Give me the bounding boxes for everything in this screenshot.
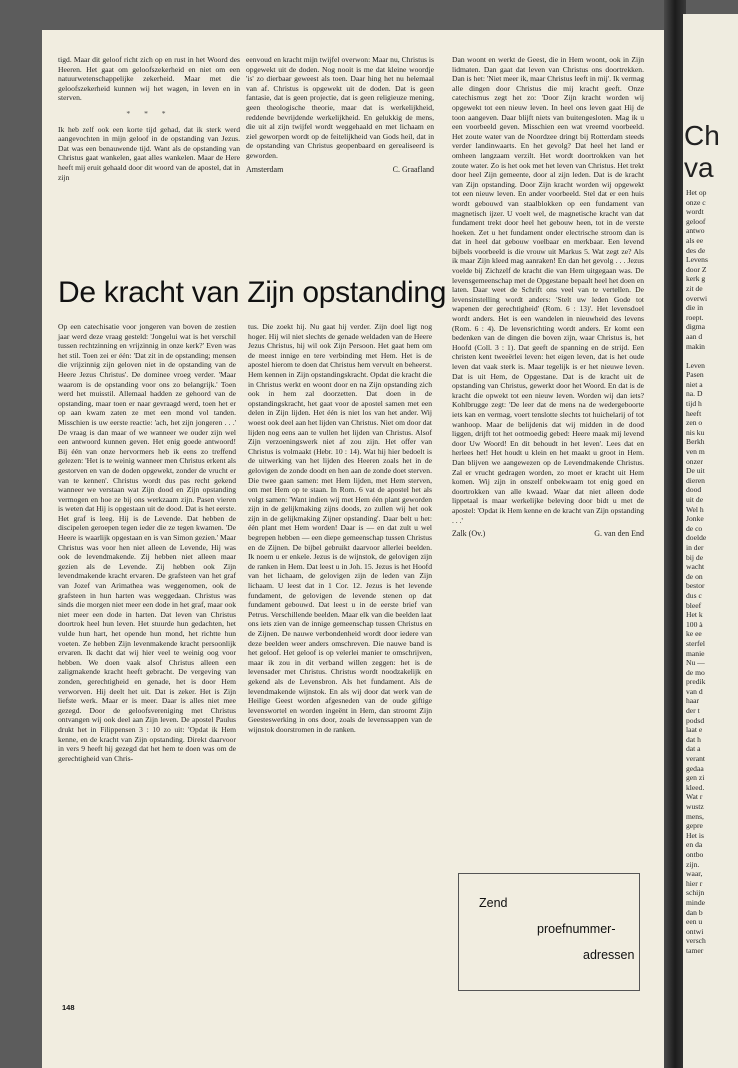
text-fragment: in der xyxy=(686,542,704,552)
text-fragment: onze c xyxy=(686,197,706,207)
text-fragment: wordt xyxy=(686,207,704,217)
text-fragment: der t xyxy=(686,706,700,716)
notice-line: adressen xyxy=(583,948,635,962)
text-fragment: Pasen xyxy=(686,370,704,380)
text-fragment: Jonke xyxy=(686,514,704,524)
text-fragment: Het is xyxy=(686,830,704,840)
article2-column-3 xyxy=(452,55,644,539)
text-fragment: dieren xyxy=(686,475,705,485)
text-fragment: zijn. xyxy=(686,859,700,869)
right-page xyxy=(683,14,738,1068)
text-fragment: bij de xyxy=(686,552,704,562)
signature-author: C. Graafland xyxy=(392,164,434,174)
text-fragment xyxy=(686,351,738,361)
paragraph: Dan woont en werkt de Geest, die in Hem woont, ook in Zijn lidmaten. Dan gaat dat leven van Christus ons doortrekken. Dan is het: 'Niet meer ik, maar Christus leeft in mij'. Ik vermag alle dingen door Christus die mij kracht geeft. Onze catechismus zegt het zo: 'Door Zijn kracht worden wij opgewekt tot een nieuw leven. In heel ons leven gaat Hij de toon aangeven. Daar blijft niets van buitengesloten. Mag ik u een voorbeeld geven. Misschien een wat vreemd voorbeeld. Het zoute water van de Noordzee dringt bij Rotterdam steeds verder landinwaarts. En het gevolg? Dat heel het land er omheen langzaam verzilt. Het wordt doortrokken van het zoute water. Zo is het ook met het leven van Christus. Het trekt door heel Zijn gemeente, door al zijn leden. Dat is de kracht van Zijn opstanding. Door Zijn kracht worden wij opgewekt tot een nieuw leven. En ander voorbeeld. Stel dat er een huis wordt gebouwd van staalblokken op een fundament van magnetisch ijzer. U voelt wel, de magnetische kracht van dat fundament trekt door heel het gebouw heen, tot in de verste hoeken. Zet u het fundament onder electrische stroom dan is dat in heel dat gebouw voelbaar en merkbaar. Een levend bijbels voorbeeld is die vrouw uit Markus 5. Wat zegt ze? Als ik maar Zijn kleed mag aanraken! En dan het gevolg . . . Jezus voelde bij Zichzelf de kracht die van Hem uitgegaan was. De levensgemeenschap met de Opgestane bepaalt heel het doen en laten. Daar weet de Schrift ons veel van te vertellen. De levensinstelling wordt anders: 'Stelt uw leden Gode tot wapenen der gerechtigheid' (Rom. 6 : 13)'. Het levensdoel wordt anders. Het is een wandelen in nieuwheid des levens (Rom. 6 : 4). De levensrichting wordt anders. Er komt een bedenken van de dingen die boven zijn, waar Christus is, het Hoofd (Coll. 3 : 1). Dat geeft de spanning en de strijd. Een christen kent tweeërlei leven: het eigen leven, dat is het oude leven dat vaak sterk is. Maar tegelijk is er het nieuwe leven. Dat is uit Hem, de Opgestane. Dat is de kracht uit de opstanding van Christus, gewerkt door het Woord. En dat is de kracht die opwekt tot een nieuw leven. Worden wij dan iets? Kohlbrugge zegt: 'De leer dat de mens na de wedergeboorte iets kan en vermag, voert tenslotte slechts tot huichelarij of tot wanhoop. Maar de belijdenis dat wij midden in de dood liggen, drijft tot het ootmoedig gebed: Heere maak mij levend door Uw Woord! En dit behoudt in het leven'. Lees dat en herlees het! Het houdt u klein en het maakt u groot in Hem. Dan blijven we aangewezen op de Levendmakende Christus. Zal er vrucht gedragen worden, zo moet er kracht uit Hem komen. Wij zijn in onszelf onbekwaam tot enig goed en doortrokken van alle kwaad. Waar dat niet alleen dode lippetaal is maar werkelijke beleving door bidt u met de apostel: 'Opdat ik Hem kenne en de kracht van Zijn opstanding . . .' xyxy=(452,55,644,525)
text-fragment: door Z xyxy=(686,264,707,274)
text-fragment: Het op xyxy=(686,188,707,197)
text-fragment: als ee xyxy=(686,235,704,245)
text-fragment: manie xyxy=(686,648,705,658)
text-fragment: laat e xyxy=(686,725,703,735)
paragraph: tus. Die zoekt hij. Nu gaat hij verder. Zijn doel ligt nog hoger. Hij wil niet slechts de genade weldaden van de Heere Jezus Christus, hij wil ook Zijn Persoon. Het gaat hem om de meest innige en tere verbinding met Hem. Het is de apostel hierom te doen dat Christus hem vervult en beheerst. Hem kennen in Zijn opstandingskracht. Opdat die kracht die in Christus werkt en woont door en na Zijn opstanding zich ook in hem zal doorzetten. Dat doen in de opstandingskracht, het gaat voor de apostel samen met een delen in Zijn lijden. Het één is niet los van het ander. Wij woest ook deel aan het lijden van Christus. Niet om door dat lijden nog eens aan te vullen het lijden van Christus. Alsof Zijn verzoeningswerk niet af zou zijn. Het offer van Christus is volmaakt (Hebr. 10 : 14). Wat hij hier bedoelt is de uitwerking van het lijden des Heeren zoals het in de gelovigen de zonde doodt en hen aan de zonde doet sterven. Die twee gaan samen: met Hem lijden, met Hem sterven, om met Hem op te staan. In Rom. 6 vat de apostel het als volgt samen: 'Want indien wij met Hem één plant geworden zijn in de gelijkmaking zijns doods, zo zullen wij het ook zijn in de gelijkmaking Zijner opstanding'. Daar belt u het: één plant met Hem worden! Daar is — en dat zult u wel begrepen hebben — een diepe gemeenschap tussen Christus en de Zijnen. De bijbel gebruikt daarvoor allerlei beelden. Ik noem u er enkele. Jezus is de wijnstok, de gelovigen zijn de ranken in Hem. Dat leest u in Joh. 15. Jezus is het Hoofd van het lichaam, de gelovigen zijn de leden van Zijn lichaam. U leest dat in 1 Cor. 12. Jezus is het levende fundament, de gelovigen de levende stenen op dat fundament gebouwd. Dat leest u in de eerste brief van Petrus. Verschillende beelden. Maar elk van die beelden laat ons iets zien van de innige gemeenschap tussen Christus en de Zijnen. De nauwe verbondenheid wordt door iedere van deze beelden weer anders omschreven. Die nauwe band is het geloof. Het geloof is op velerlei manier te omschrijven, maar ik zou in dit verband willen zeggen: het is de levensader met Christus. Christus wordt noodzakelijk en gekend als de Levensbron. Als het fundament. Als de levendmakende wijnstok. En als wij door dat werk van de Heilige Geest worden afgesneden van de oude giftige levenswortel en worden ingeënt in Hem, dan stroomt Zijn Geesteswerking in ons door, zoals de levenssappen van de wijnstok doorstromen in de ranken. xyxy=(248,322,432,734)
article1-column-1 xyxy=(58,55,240,182)
text-fragment: gepre xyxy=(686,821,703,831)
notice-line: proefnummer- xyxy=(537,922,616,936)
text-fragment: mens, xyxy=(686,811,704,821)
text-fragment: bleef xyxy=(686,600,702,610)
text-fragment: de on xyxy=(686,571,703,581)
text-fragment: dood xyxy=(686,485,702,495)
text-fragment: Wel h xyxy=(686,504,704,514)
text-fragment: Leven xyxy=(686,360,705,370)
text-fragment: bestor xyxy=(686,581,705,591)
text-fragment: minde xyxy=(686,897,705,907)
text-fragment: antwo xyxy=(686,226,705,236)
text-fragment: dan b xyxy=(686,907,703,917)
text-fragment: en da xyxy=(686,840,703,850)
text-fragment: digma xyxy=(686,322,705,332)
text-fragment: zen o xyxy=(686,418,703,428)
text-fragment: een u xyxy=(686,917,703,927)
right-page-heading: Ch xyxy=(684,120,720,151)
text-fragment: wustz xyxy=(686,802,704,811)
text-fragment: schijn xyxy=(686,888,705,898)
page-number: 148 xyxy=(62,1003,75,1012)
section-divider: * * * xyxy=(126,108,172,118)
right-page-heading: va xyxy=(684,152,714,183)
text-fragment: dus c xyxy=(686,590,702,600)
text-fragment: predik xyxy=(686,677,706,687)
article2-column-1 xyxy=(58,322,236,763)
text-fragment: wacht xyxy=(686,562,705,572)
text-fragment: haar xyxy=(686,696,700,706)
text-fragment: kleed. xyxy=(686,782,705,792)
notice-line: Zend xyxy=(479,896,508,910)
text-fragment: roept. xyxy=(686,312,704,322)
text-fragment: zit de xyxy=(686,283,703,293)
text-fragment: geloof xyxy=(686,216,706,226)
paragraph: tigd. Maar dit geloof richt zich op en rust in het Woord des Heeren. Het gaat om geloofszekerheid en niet om een natuurwetenschappelijke zekerheid. Maar met die geloofszekerheid kunnen wij het wagen, in leven en in sterven. xyxy=(58,55,240,103)
text-fragment: na. D xyxy=(686,389,703,399)
text-fragment: versch xyxy=(686,936,706,946)
text-fragment: podsd xyxy=(686,715,705,725)
text-fragment: aan d xyxy=(686,331,703,341)
text-fragment: die in xyxy=(686,303,704,313)
text-fragment: Levens xyxy=(686,255,708,265)
paragraph: eenvoud en kracht mijn twijfel overwon: Maar nu, Christus is opgewekt uit de doden. Nog nooit is me dat kleine woordje 'is' zo dierbaar geweest als toen. Daar hing het nu helemaal van af. Christus is opgewekt uit de doden. Dat is geen fantasie, dat is geen projectie, dat is geen religieuze mening, geen theologische theorie, maar dat is werkelijkheid, reddende bevrijdende werkelijkheid. En gelukkig de mens, die uit al zijn twijfel wordt weggehaald en met lichaam en ziel geworpen wordt op de feitelijkheid van Gods heil, dat in de opstanding van Christus geopenbaard en gerealiseerd is geworden. xyxy=(246,55,434,160)
text-fragment: dat a xyxy=(686,744,701,754)
text-fragment: waar, xyxy=(686,869,703,879)
text-fragment: makin xyxy=(686,341,705,351)
text-fragment: hier r xyxy=(686,878,703,888)
text-fragment: nis ku xyxy=(686,427,705,437)
text-fragment: ontwi xyxy=(686,926,704,936)
text-fragment: dat h xyxy=(686,734,701,744)
paragraph: Ik heb zelf ook een korte tijd gehad, dat ik sterk werd aangevochten in mijn geloof in de opstanding van Jezus. Dat was een benauwende tijd. Want als de opstanding van Christus gaat wankelen, gaat alles wankelen. Maar de Here heeft mij eruit gehaald door dit woord van de apostel, dat in zijn xyxy=(58,124,240,182)
text-fragment: sterfel xyxy=(686,638,705,648)
notice-box xyxy=(458,873,640,991)
text-fragment: de mo xyxy=(686,667,705,677)
signature-place: Amsterdam xyxy=(246,164,284,174)
text-fragment: Berkh xyxy=(686,437,705,447)
text-fragment: Wat r xyxy=(686,792,703,802)
text-fragment: van d xyxy=(686,686,703,696)
text-fragment: Nu — xyxy=(686,658,705,668)
text-fragment: ke ee xyxy=(686,629,702,639)
article1-signature xyxy=(246,165,434,175)
text-fragment: ven m xyxy=(686,447,705,457)
text-fragment: overwi xyxy=(686,293,708,303)
text-fragment: tijd h xyxy=(686,399,702,409)
text-fragment: doelde xyxy=(686,533,707,543)
text-fragment: heeft xyxy=(686,408,702,418)
text-fragment: Het k xyxy=(686,610,703,620)
paragraph: Op een catechisatie voor jongeren van boven de zestien jaar werd deze vraag gesteld: 'Jongelui wat is het verschil tussen rechtzinning en vrijzinnig in onze kerk?' Even was het stil. Toen zei er één: 'Dat zit in de opstanding; mensen die vrijzinnig zijn geloven niet in de opstanding van de Heere Jezus Christus'. De dominee vroeg verder. 'Maar waarom is de opstanding voor ons zo belangrijk.' Toen werd het muisstil. Allemaal hadden ze gehoord van de opstanding, maar toen er naar gevraagd werd, toen het er op aan kwam zaten ze met een mond vol tanden. Misschien is uw eerste reactie: 'ach, het zijn jongeren . . .' De vraag is dan maar of we wanneer we ouder zijn wel een antwoord kunnen geven. Het enig goede antwoord! Bij één van onze hervormers heb ik eens zo treffend gelezen: 'Het is te weinig wanneer men Christus erkent als gestorven en van de doden opgewekt, zonder de vrucht er van te kennen'. Christus wordt dus pas recht gekend wanneer we verstaan wat Zijn dood en Zijn opstanding vermogen en hoe ze bij ons werkzaam zijn. Pasen vieren is weten dat Hij is opgestaan uit de dood. Dat is het eerste. Het graf is leeg. Hij is de Levende. Dat hebben de discipelen geroepen tegen ieder die ze tegen kwamen. 'De Heere is waarlijk opgestaan en is van Simon gezien.' Maar Christus was voor hen niet alleen de Levende, Hij was ook de levendmakende. Zij hebben niet alleen maar gezien als de Levende. Zij hebben ook Zijn levendmakende kracht ervaren. De grafsteen van het graf van Jozef van Arimathea was weggenomen, ook de grafsteen in hun harten was weggedaan. Christus was sinds die morgen niet meer een dode in het graf, maar ook niet meer een dode in harten. Dat leven van Christus doortrok heel hun leven. Het stuurde hun gedachten, het vulde hun hart, het opende hun mond, het richtte hun voeten. Ze hebben Zijn levenmakende kracht persoonlijk ervaren. Ik dacht dat wij hier veel te weinig oog voor hebben. We doen vaak alsof Christus alleen een zaligmakende kracht heeft gebracht. De vergeving van zonden, gerechtigheid en genade, het is door Hem verworven. Hij deelt het uit. Dat is zeker. Het is Zijn liefste werk. Maar er is meer. Daar is alles niet mee gezegd. Door de geloofsvereniging met Christus ontvangen wij ook deel aan Zijn leven. De apostel Paulus drukt het in Filippensen 3 : 10 zo uit: 'Opdat ik Hem kenne, en de kracht van Zijn opstanding. Direkt daarvoor in vers 9 heeft hij gezegd dat het hem te doen was om de gerechtigheid van Chris- xyxy=(58,322,236,763)
text-fragment: uit de xyxy=(686,495,704,504)
article-title: De kracht van Zijn opstanding xyxy=(58,276,447,309)
text-fragment: De uit xyxy=(686,466,705,476)
text-fragment: gen zi xyxy=(686,773,705,783)
article1-column-2 xyxy=(246,55,434,174)
text-fragment: gedaa xyxy=(686,763,704,773)
article2-column-2 xyxy=(248,322,432,735)
article2-signature xyxy=(452,529,644,539)
text-fragment: onzer xyxy=(686,456,703,466)
text-fragment: niet a xyxy=(686,379,703,389)
signature-author: G. van den End xyxy=(594,529,644,539)
text-fragment: des de xyxy=(686,245,706,255)
text-fragment: 100 à xyxy=(686,619,703,629)
text-fragment: kerk g xyxy=(686,274,706,284)
text-fragment: ontbo xyxy=(686,849,704,859)
text-fragment: verant xyxy=(686,754,705,764)
text-fragment: tamer xyxy=(686,945,704,955)
text-fragment: de co xyxy=(686,523,703,533)
right-page-text-fragments xyxy=(686,188,738,956)
signature-place: Zalk (Ov.) xyxy=(452,529,486,539)
